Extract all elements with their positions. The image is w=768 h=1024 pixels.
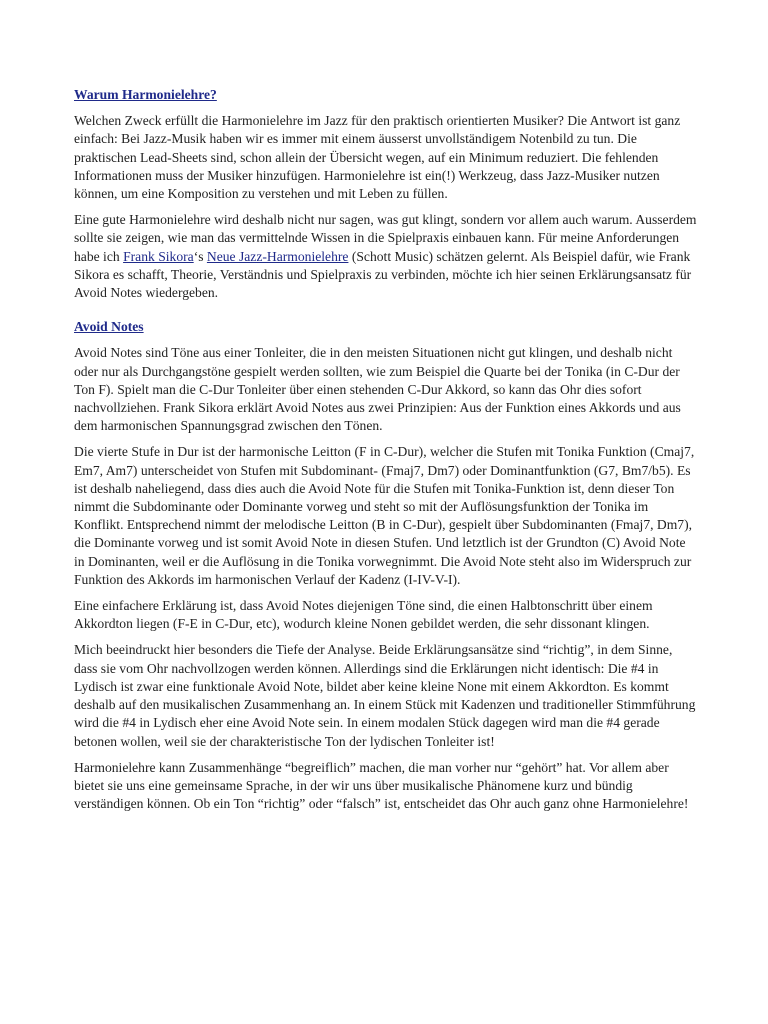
heading-avoid-notes[interactable]: Avoid Notes bbox=[74, 319, 144, 335]
article-body bbox=[74, 86, 698, 821]
link-neue-jazz-harmonielehre[interactable]: Neue Jazz-Harmonielehre bbox=[206, 248, 349, 264]
paragraph-text-part: ‘s bbox=[193, 248, 207, 264]
heading-warum-harmonielehre[interactable]: Warum Harmonielehre? bbox=[74, 87, 217, 102]
paragraph-text-part: (Schott Music) schätzen gelernt. Als Beispiel dafür, wie Frank Sikora es schafft, Theorie, Verständnis und Spielpraxis zu verbinden, möchte ich hier seinen Erklärungsansatz für Avoid Notes wiedergeben. bbox=[74, 248, 692, 301]
paragraph-harmonielehre-begreiflich: Harmonielehre kann Zusammenhänge “begreiflich” machen, die man vorher nur “gehört” hat. Vor allem aber bietet sie uns eine gemeinsame Sprache, in der wir uns über musikalische Phänomene kurz und bündig verständigen können. Ob ein Ton “richtig” oder “falsch” ist, entscheidet das Ohr auch ganz ohne Harmonielehre! bbox=[74, 759, 689, 812]
paragraph-einfachere-erklaerung: Eine einfachere Erklärung ist, dass Avoid Notes diejenigen Töne sind, die einen Halbtonschritt über einem Akkordton liegen (F-E in C-Dur, etc), wodurch kleine Nonen gebildet werden, die sehr dissonant klingen. bbox=[74, 598, 653, 632]
link-frank-sikora[interactable]: Frank Sikora bbox=[123, 248, 194, 264]
paragraph-tiefe-der-analyse: Mich beeindruckt hier besonders die Tiefe der Analyse. Beide Erklärungsansätze sind “richtig”, in dem Sinne, dass sie vom Ohr nachvollzogen werden können. Allerdings sind die Erklärungen nicht identisch: Die #4 in Lydisch ist zwar eine funktionale Avoid Note, bildet aber keine kleine None mit einem Akkordton. Es kommt deshalb auf den musikalischen Zusammenhang an. In einem Stück mit Kadenzen und traditioneller Stimmführung wird die #4 in Lydisch eher eine Avoid Note sein. In einem modalen Stück dagegen wird man die #4 gerade betonen wollen, weil sie der charakteristische Ton der lydischen Tonleiter ist! bbox=[74, 642, 696, 749]
paragraph-avoid-notes-definition: Avoid Notes sind Töne aus einer Tonleiter, die in den meisten Situationen nicht gut klingen, und deshalb nicht oder nur als Durchgangstöne gespielt werden sollten, wie zum Beispiel die Quarte bei der Tonika (in C-Dur der Ton F). Spielt man die C-Dur Tonleiter über einen stehenden C-Dur Akkord, so kann das Ohr dies sofort nachvollziehen. Frank Sikora erklärt Avoid Notes aus zwei Prinzipien: Aus der Funktion eines Akkords und aus dem harmonischen Spannungsgrad zwischen den Tönen. bbox=[74, 345, 681, 434]
paragraph-text-part: Eine gute Harmonielehre wird deshalb nicht nur sagen, was gut klingt, sondern vor allem auch warum. Ausserdem sollte sie zeigen, wie man das vermittelnde Wissen in die Spielpraxis einbauen kann. Für meine Anforderungen habe ich bbox=[74, 212, 697, 264]
paragraph-zweck: Welchen Zweck erfüllt die Harmonielehre im Jazz für den praktisch orientierten Musiker? Die Antwort ist ganz einfach: Bei Jazz-Musik haben wir es immer mit einem äusserst unvollständigem Notenbild zu tun. Die praktischen Lead-Sheets sind, schon allein der Übersicht wegen, auf ein Minimum reduziert. Die fehlenden Informationen muss der Musiker hinzufügen. Harmonielehre ist ein(!) Werkzeug, dass Jazz-Musiker nutzen können, um eine Komposition zu verstehen und mit Leben zu füllen. bbox=[74, 113, 681, 202]
paragraph-gute-harmonielehre bbox=[74, 211, 698, 302]
paragraph-vierte-stufe: Die vierte Stufe in Dur ist der harmonische Leitton (F in C-Dur), welcher die Stufen mit Tonika Funktion (Cmaj7, Em7, Am7) unterscheidet von Stufen mit Subdominant- (Fmaj7, Dm7) oder Dominantfunktion (G7, Bm7/b5). Es ist deshalb naheliegend, dass dies auch die Avoid Note für die Stufen mit Tonika-Funktion ist, denn dieser Ton nimmt die Subdominante oder Dominante vorweg und steht so mit der Auflösungsfunktion der Tonika im Konflikt. Entsprechend nimmt der melodische Leitton (B in C-Dur), gespielt über Subdominanten (Fmaj7, Dm7), die Dominante vorweg und ist somit Avoid Note in diesen Stufen. Und letztlich ist der Grundton (C) Avoid Note in Dominanten, weil er die Auflösung in die Tonika vorwegnimmt. Die Avoid Note steht also im Widerspruch zur Funktion des Akkords im harmonischen Verlauf der Kadenz (I-IV-V-I). bbox=[74, 444, 695, 587]
